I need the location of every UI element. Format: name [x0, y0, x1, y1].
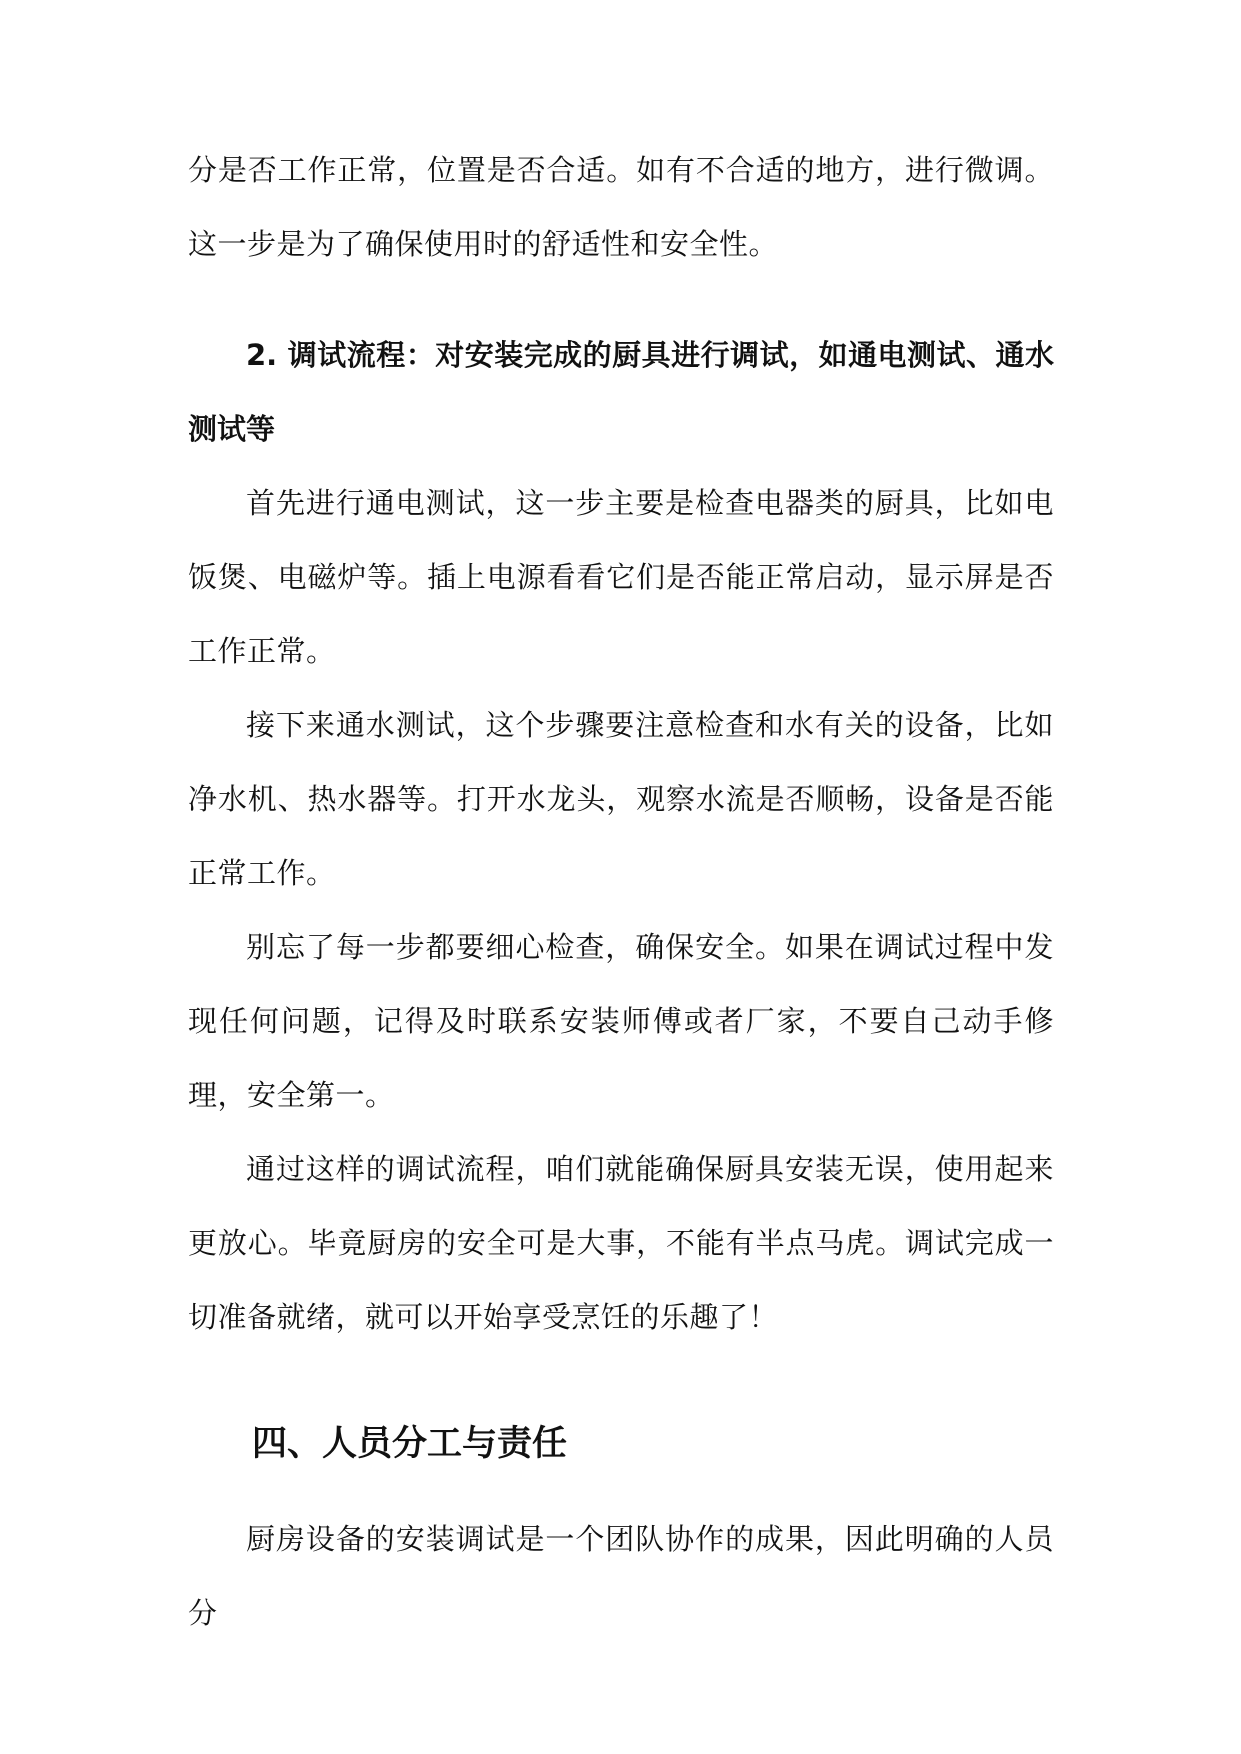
paragraph-water-test: 接下来通水测试，这个步骤要注意检查和水有关的设备，比如净水机、热水器等。打开水龙头，观察水流是否顺畅，设备是否能正常工作。: [188, 708, 1054, 890]
paragraph-safety-check: 别忘了每一步都要细心检查，确保安全。如果在调试过程中发现任何问题，记得及时联系安装师傅或者厂家，不要自己动手修理，安全第一。: [188, 930, 1054, 1112]
subsection-heading: 2. 调试流程：对安装完成的厨具进行调试，如通电测试、通水测试等: [188, 338, 1054, 446]
paragraph-conclusion: 通过这样的调试流程，咱们就能确保厨具安装无误，使用起来更放心。毕竟厨房的安全可是大事，不能有半点马虎。调试完成一切准备就绪，就可以开始享受烹饪的乐趣了！: [188, 1152, 1054, 1334]
paragraph-staffing-intro: 厨房设备的安装调试是一个团队协作的成果，因此明确的人员分: [188, 1522, 1054, 1630]
paragraph-continuation: 分是否工作正常，位置是否合适。如有不合适的地方，进行微调。这一步是为了确保使用时的舒适性和安全性。: [188, 153, 1054, 261]
paragraph-power-test: 首先进行通电测试，这一步主要是检查电器类的厨具，比如电饭煲、电磁炉等。插上电源看看它们是否能正常启动，显示屏是否工作正常。: [188, 486, 1054, 668]
section-heading: 四、人员分工与责任: [252, 1424, 568, 1464]
